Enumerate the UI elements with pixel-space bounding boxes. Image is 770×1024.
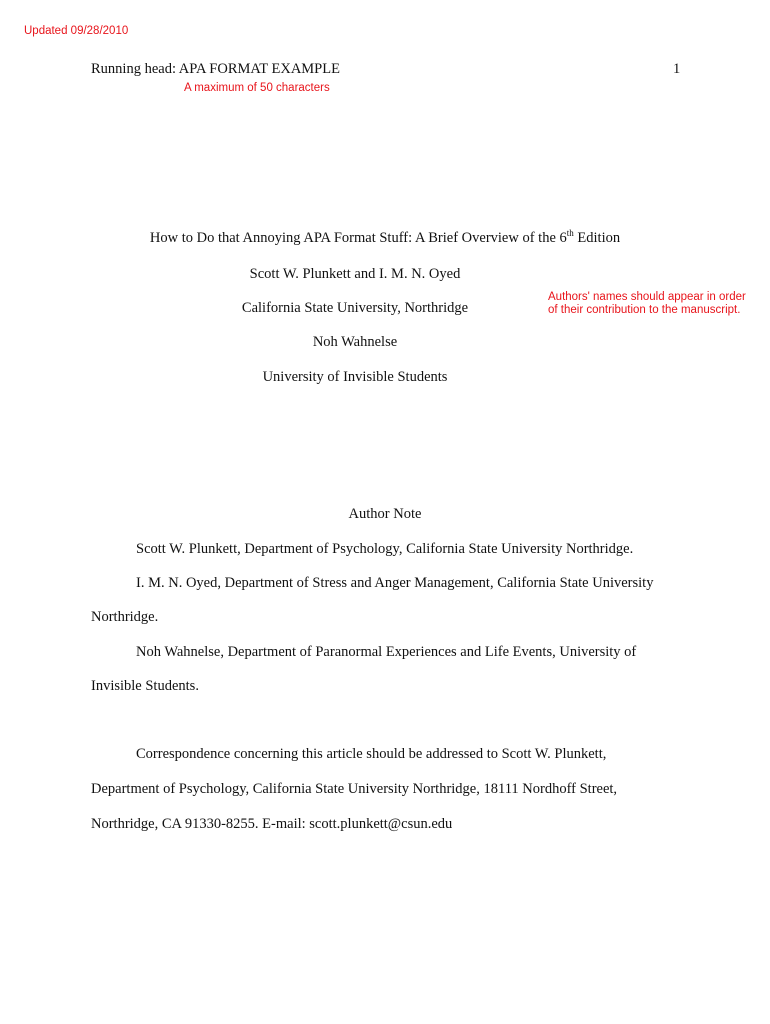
correspondence-line: Correspondence concerning this article should be addressed to Scott W. Plunkett, (136, 746, 607, 762)
author-note-line: Invisible Students. (91, 678, 199, 694)
author-note-line: Scott W. Plunkett, Department of Psychology, California State University Northridge. (136, 541, 634, 557)
correspondence-line: Northridge, CA 91330-8255. E-mail: scott.plunkett@csun.edu (91, 816, 453, 832)
author-note-heading: Author Note (348, 506, 422, 522)
correspondence-line: Department of Psychology, California State University Northridge, 18111 Nordhoff Street, (91, 781, 618, 797)
affiliation-line-1: California State University, Northridge (241, 300, 469, 316)
title-text: How to Do that Annoying APA Format Stuff: A Brief Overview of the 6 (149, 230, 567, 246)
affiliation-line-2: University of Invisible Students (262, 369, 448, 385)
author-note-line: Noh Wahnelse, Department of Paranormal Experiences and Life Events, University of (136, 644, 637, 660)
running-head: Running head: APA FORMAT EXAMPLE (91, 61, 340, 77)
author-note-line: I. M. N. Oyed, Department of Stress and Anger Management, California State University (136, 575, 654, 591)
author-line-2: Noh Wahnelse (312, 334, 398, 350)
authors-line: Scott W. Plunkett and I. M. N. Oyed (249, 266, 461, 282)
updated-date-note: Updated 09/28/2010 (24, 25, 129, 37)
authors-order-note: Authors' names should appear in order of their contribution to the manuscript. (548, 291, 746, 316)
author-note-line: Northridge. (91, 609, 159, 625)
title-edition: Edition (573, 230, 621, 246)
paper-title (0, 230, 770, 247)
page-number: 1 (673, 61, 681, 77)
max-characters-note: A maximum of 50 characters (184, 82, 330, 94)
title-superscript: th (566, 228, 574, 238)
